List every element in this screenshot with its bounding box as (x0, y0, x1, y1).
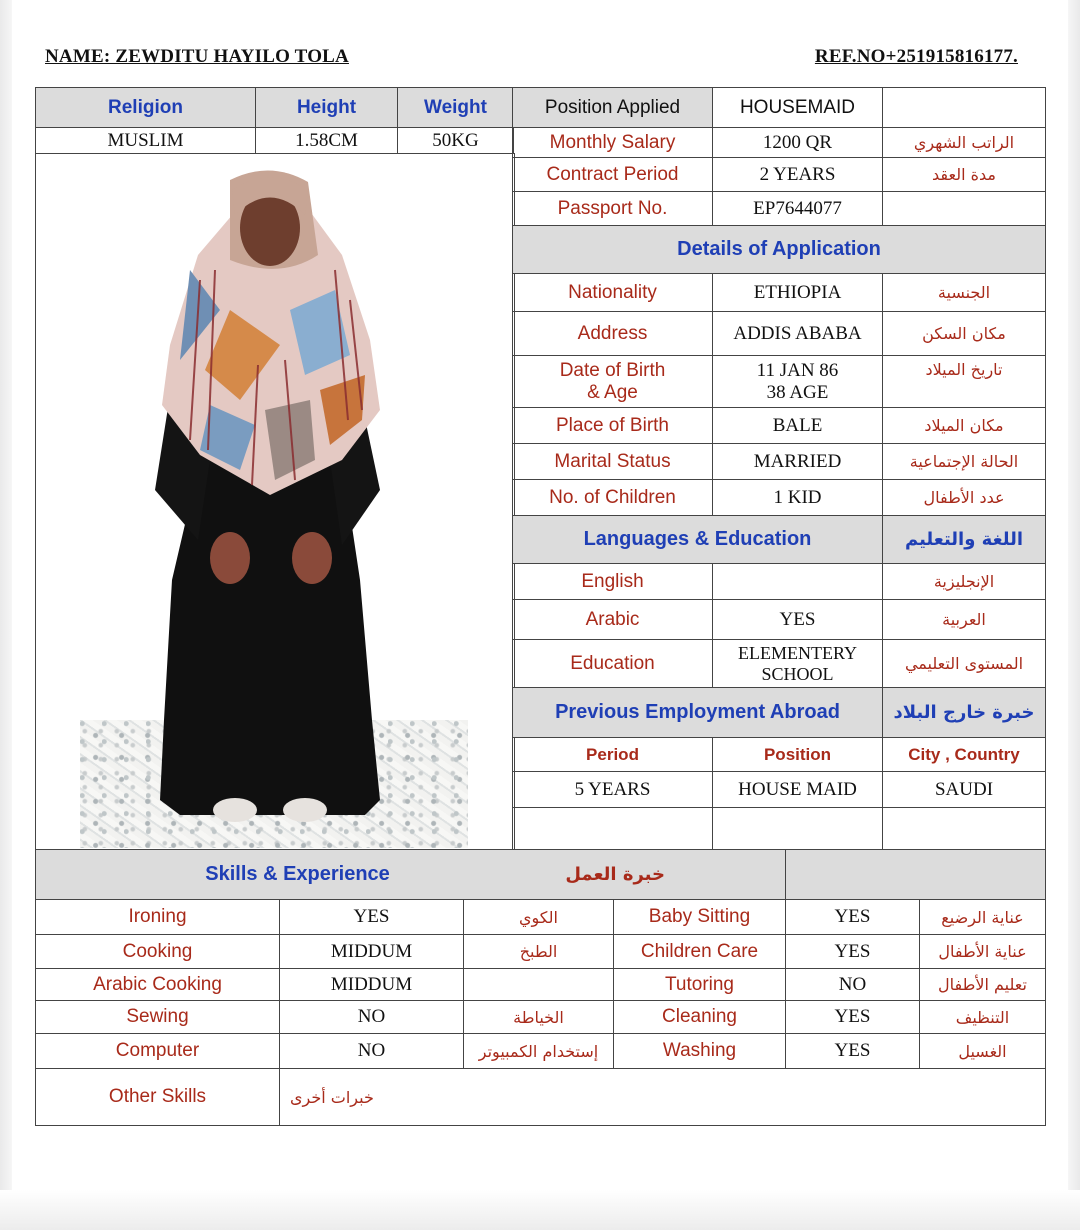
candidate-photo (80, 160, 468, 848)
english-label: English (513, 564, 713, 600)
employment-city-value-2 (883, 808, 1046, 850)
contract-period-ar: مدة العقد (883, 158, 1046, 192)
details-section-title: Details of Application (513, 226, 1046, 274)
employment-period-value-2 (513, 808, 713, 850)
monthly-salary-value: 1200 QR (713, 128, 883, 158)
employment-position-value: HOUSE MAID (713, 772, 883, 808)
english-value (713, 564, 883, 600)
other-skills-label: Other Skills (36, 1069, 280, 1126)
marital-status-label: Marital Status (513, 444, 713, 480)
skill-computer-label: Computer (36, 1034, 280, 1069)
nationality-label: Nationality (513, 274, 713, 312)
weight-header: Weight (398, 88, 514, 128)
monthly-salary-label: Monthly Salary (513, 128, 713, 158)
education-ar: المستوى التعليمي (883, 640, 1046, 688)
skills-title-ar: خبرة العمل (565, 864, 665, 885)
skill-cleaning-ar: التنظيف (920, 1001, 1046, 1034)
height-header: Height (256, 88, 398, 128)
employment-city-header: City , Country (883, 738, 1046, 772)
skill-tutoring-value: NO (786, 969, 920, 1001)
monthly-salary-ar: الراتب الشهري (883, 128, 1046, 158)
skill-children-care-label: Children Care (614, 935, 786, 969)
basic-info-table (35, 87, 514, 154)
skill-arabic-cooking-value: MIDDUM (280, 969, 464, 1001)
skill-arabic-cooking-ar (464, 969, 614, 1001)
skill-tutoring-label: Tutoring (614, 969, 786, 1001)
reference-number: REF.NO+251915816177. (814, 46, 1018, 67)
children-label: No. of Children (513, 480, 713, 516)
children-value: 1 KID (713, 480, 883, 516)
employment-position-value-2 (713, 808, 883, 850)
skill-sewing-ar: الخياطة (464, 1001, 614, 1034)
address-ar: مكان السكن (883, 312, 1046, 356)
other-skills-ar: خبرات أخرى (280, 1069, 1046, 1126)
employment-period-header: Period (513, 738, 713, 772)
passport-ar (883, 192, 1046, 226)
position-applied-value: HOUSEMAID (713, 88, 883, 128)
skill-cooking-value: MIDDUM (280, 935, 464, 969)
skill-washing-ar: الغسيل (920, 1034, 1046, 1069)
place-of-birth-value: BALE (713, 408, 883, 444)
skill-arabic-cooking-label: Arabic Cooking (36, 969, 280, 1001)
position-applied-label: Position Applied (513, 88, 713, 128)
arabic-label: Arabic (513, 600, 713, 640)
candidate-name: NAME: ZEWDITU HAYILO TOLA (45, 46, 349, 67)
languages-section-title-ar: اللغة والتعليم (883, 516, 1046, 564)
skill-cooking-ar: الطبخ (464, 935, 614, 969)
employment-section-title: Previous Employment Abroad (513, 688, 883, 738)
skills-title-en: Skills & Experience (205, 863, 390, 885)
nationality-value: ETHIOPIA (713, 274, 883, 312)
languages-section-title: Languages & Education (513, 516, 883, 564)
skill-computer-value: NO (280, 1034, 464, 1069)
skill-baby-sitting-value: YES (786, 900, 920, 935)
height-value: 1.58CM (256, 128, 398, 154)
skill-ironing-ar: الكوي (464, 900, 614, 935)
skill-sewing-value: NO (280, 1001, 464, 1034)
skill-ironing-value: YES (280, 900, 464, 935)
nationality-ar: الجنسية (883, 274, 1046, 312)
passport-label: Passport No. (513, 192, 713, 226)
person-figure (80, 160, 468, 848)
skill-cleaning-label: Cleaning (614, 1001, 786, 1034)
marital-status-value: MARRIED (713, 444, 883, 480)
employment-position-header: Position (713, 738, 883, 772)
contract-table (512, 87, 1046, 850)
skill-children-care-value: YES (786, 935, 920, 969)
skill-children-care-ar: عناية الأطفال (920, 935, 1046, 969)
contract-period-label: Contract Period (513, 158, 713, 192)
page-edge-left (0, 0, 12, 1230)
address-value: ADDIS ABABA (713, 312, 883, 356)
religion-value: MUSLIM (36, 128, 256, 154)
skill-baby-sitting-ar: عناية الرضيع (920, 900, 1046, 935)
skill-tutoring-ar: تعليم الأطفال (920, 969, 1046, 1001)
education-label: Education (513, 640, 713, 688)
weight-value: 50KG (398, 128, 514, 154)
contract-period-value: 2 YEARS (713, 158, 883, 192)
skills-title-spacer (786, 850, 1046, 900)
page-edge-right (1068, 0, 1080, 1230)
skill-washing-value: YES (786, 1034, 920, 1069)
dob-ar: تاريخ الميلاد (883, 356, 1046, 408)
marital-status-ar: الحالة الإجتماعية (883, 444, 1046, 480)
place-of-birth-ar: مكان الميلاد (883, 408, 1046, 444)
skill-baby-sitting-label: Baby Sitting (614, 900, 786, 935)
dob-value: 11 JAN 86 38 AGE (713, 356, 883, 408)
page-edge-bottom (0, 1190, 1080, 1230)
passport-value: EP7644077 (713, 192, 883, 226)
skill-computer-ar: إستخدام الكمبيوتر (464, 1034, 614, 1069)
skill-cleaning-value: YES (786, 1001, 920, 1034)
skill-sewing-label: Sewing (36, 1001, 280, 1034)
skill-cooking-label: Cooking (36, 935, 280, 969)
arabic-ar: العربية (883, 600, 1046, 640)
skills-table (35, 849, 1046, 1126)
employment-section-title-ar: خبرة خارج البلاد (883, 688, 1046, 738)
employment-city-value: SAUDI (883, 772, 1046, 808)
religion-header: Religion (36, 88, 256, 128)
position-applied-ar (883, 88, 1046, 128)
skills-section-title (36, 850, 786, 900)
skill-washing-label: Washing (614, 1034, 786, 1069)
address-label: Address (513, 312, 713, 356)
education-value: ELEMENTERY SCHOOL (713, 640, 883, 688)
employment-period-value: 5 YEARS (513, 772, 713, 808)
english-ar: الإنجليزية (883, 564, 1046, 600)
place-of-birth-label: Place of Birth (513, 408, 713, 444)
arabic-value: YES (713, 600, 883, 640)
dob-label: Date of Birth & Age (513, 356, 713, 408)
skill-ironing-label: Ironing (36, 900, 280, 935)
children-ar: عدد الأطفال (883, 480, 1046, 516)
